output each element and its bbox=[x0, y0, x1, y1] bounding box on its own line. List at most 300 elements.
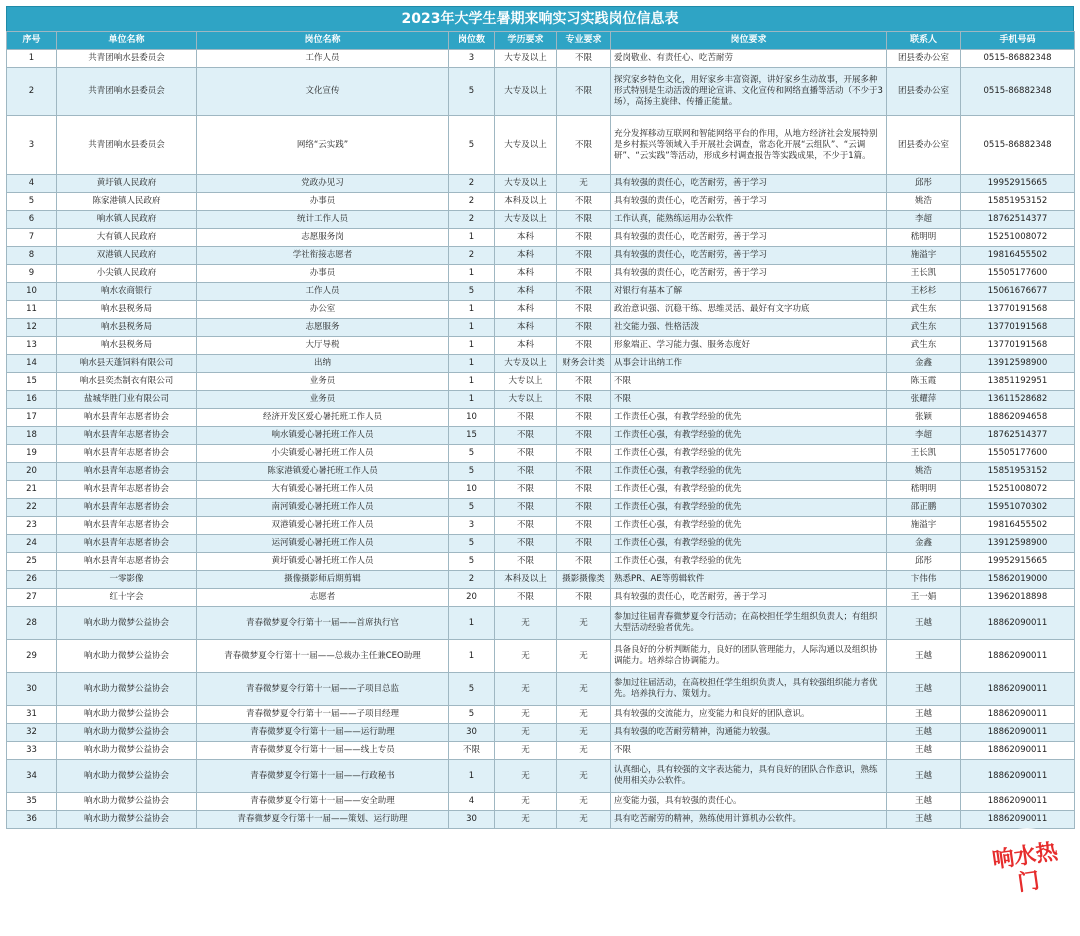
post-count: 5 bbox=[449, 445, 495, 463]
unit-name: 响水县青年志愿者协会 bbox=[57, 409, 197, 427]
row-number: 10 bbox=[7, 283, 57, 301]
unit-name: 响水县青年志愿者协会 bbox=[57, 427, 197, 445]
post-requirement: 认真细心，具有较强的文字表达能力，具有良好的团队合作意识，熟练使用相关办公软件。 bbox=[611, 760, 887, 793]
phone-number: 18862090011 bbox=[961, 607, 1075, 640]
post-requirement: 不限 bbox=[611, 742, 887, 760]
major-requirement: 不限 bbox=[557, 373, 611, 391]
phone-number: 18862090011 bbox=[961, 673, 1075, 706]
post-requirement: 熟悉PR、AE等剪辑软件 bbox=[611, 571, 887, 589]
post-name: 青春微梦夏令行第十一届——行政秘书 bbox=[197, 760, 449, 793]
education-requirement: 不限 bbox=[495, 463, 557, 481]
post-name: 志愿服务岗 bbox=[197, 229, 449, 247]
post-requirement: 工作责任心强，有教学经验的优先 bbox=[611, 499, 887, 517]
education-requirement: 大专及以上 bbox=[495, 211, 557, 229]
post-name: 文化宣传 bbox=[197, 68, 449, 116]
contact-person: 王杉杉 bbox=[887, 283, 961, 301]
post-count: 3 bbox=[449, 517, 495, 535]
table-row bbox=[7, 742, 1075, 760]
post-count: 1 bbox=[449, 391, 495, 409]
major-requirement: 财务会计类 bbox=[557, 355, 611, 373]
contact-person: 邱彤 bbox=[887, 175, 961, 193]
post-count: 5 bbox=[449, 706, 495, 724]
post-count: 5 bbox=[449, 673, 495, 706]
major-requirement: 不限 bbox=[557, 265, 611, 283]
post-requirement: 具有较强的责任心，吃苦耐劳，善于学习 bbox=[611, 589, 887, 607]
major-requirement: 无 bbox=[557, 640, 611, 673]
post-requirement: 具有较强的责任心，吃苦耐劳，善于学习 bbox=[611, 247, 887, 265]
table-row bbox=[7, 391, 1075, 409]
column-header: 岗位数 bbox=[449, 32, 495, 50]
post-requirement: 具备良好的分析判断能力，良好的团队管理能力，人际沟通以及组织协调能力。培养综合协调能力。 bbox=[611, 640, 887, 673]
major-requirement: 不限 bbox=[557, 68, 611, 116]
table-row bbox=[7, 301, 1075, 319]
table-row bbox=[7, 283, 1075, 301]
education-requirement: 本科 bbox=[495, 283, 557, 301]
post-requirement: 工作责任心强，有教学经验的优先 bbox=[611, 517, 887, 535]
unit-name: 响水助力微梦公益协会 bbox=[57, 706, 197, 724]
post-count: 不限 bbox=[449, 742, 495, 760]
post-count: 5 bbox=[449, 535, 495, 553]
post-requirement: 爱岗敬业、有责任心、吃苦耐劳 bbox=[611, 50, 887, 68]
post-name: 业务员 bbox=[197, 391, 449, 409]
row-number: 23 bbox=[7, 517, 57, 535]
unit-name: 红十字会 bbox=[57, 589, 197, 607]
post-count: 2 bbox=[449, 175, 495, 193]
row-number: 28 bbox=[7, 607, 57, 640]
row-number: 32 bbox=[7, 724, 57, 742]
major-requirement: 不限 bbox=[557, 211, 611, 229]
phone-number: 0515-86882348 bbox=[961, 116, 1075, 175]
table-row bbox=[7, 445, 1075, 463]
unit-name: 响水助力微梦公益协会 bbox=[57, 742, 197, 760]
contact-person: 施溢宇 bbox=[887, 247, 961, 265]
education-requirement: 本科及以上 bbox=[495, 193, 557, 211]
unit-name: 响水县税务局 bbox=[57, 319, 197, 337]
post-name: 党政办见习 bbox=[197, 175, 449, 193]
table-row bbox=[7, 373, 1075, 391]
contact-person: 王越 bbox=[887, 793, 961, 811]
row-number: 31 bbox=[7, 706, 57, 724]
post-name: 志愿者 bbox=[197, 589, 449, 607]
education-requirement: 本科 bbox=[495, 319, 557, 337]
row-number: 6 bbox=[7, 211, 57, 229]
table-row bbox=[7, 724, 1075, 742]
contact-person: 团县委办公室 bbox=[887, 116, 961, 175]
contact-person: 武生东 bbox=[887, 337, 961, 355]
unit-name: 响水镇人民政府 bbox=[57, 211, 197, 229]
contact-person: 武生东 bbox=[887, 301, 961, 319]
education-requirement: 不限 bbox=[495, 427, 557, 445]
contact-person: 张耀萍 bbox=[887, 391, 961, 409]
unit-name: 响水县青年志愿者协会 bbox=[57, 463, 197, 481]
post-requirement: 工作责任心强，有教学经验的优先 bbox=[611, 481, 887, 499]
education-requirement: 无 bbox=[495, 742, 557, 760]
unit-name: 双港镇人民政府 bbox=[57, 247, 197, 265]
row-number: 12 bbox=[7, 319, 57, 337]
post-count: 30 bbox=[449, 724, 495, 742]
post-count: 1 bbox=[449, 373, 495, 391]
contact-person: 姚浩 bbox=[887, 193, 961, 211]
post-name: 青春微梦夏令行第十一届——策划、运行助理 bbox=[197, 811, 449, 829]
education-requirement: 无 bbox=[495, 760, 557, 793]
post-requirement: 工作认真，能熟练运用办公软件 bbox=[611, 211, 887, 229]
post-count: 10 bbox=[449, 481, 495, 499]
post-requirement: 不限 bbox=[611, 373, 887, 391]
phone-number: 13912598900 bbox=[961, 535, 1075, 553]
post-count: 5 bbox=[449, 553, 495, 571]
unit-name: 响水县税务局 bbox=[57, 337, 197, 355]
major-requirement: 不限 bbox=[557, 499, 611, 517]
major-requirement: 不限 bbox=[557, 445, 611, 463]
post-requirement: 具有较强的责任心，吃苦耐劳，善于学习 bbox=[611, 229, 887, 247]
major-requirement: 不限 bbox=[557, 463, 611, 481]
post-name: 办事员 bbox=[197, 193, 449, 211]
major-requirement: 摄影摄像类 bbox=[557, 571, 611, 589]
post-requirement: 充分发挥移动互联网和智能网络平台的作用，从地方经济社会发展特别是乡村振兴等领域入手开展社会调查，常态化开展“云组队”、“云调研”、“云实践”等活动，形成乡村调查报告等实践成果，不少于1篇。 bbox=[611, 116, 887, 175]
phone-number: 19952915665 bbox=[961, 553, 1075, 571]
table-row bbox=[7, 607, 1075, 640]
post-name: 大有镇爱心暑托班工作人员 bbox=[197, 481, 449, 499]
education-requirement: 本科 bbox=[495, 229, 557, 247]
contact-person: 金鑫 bbox=[887, 355, 961, 373]
education-requirement: 不限 bbox=[495, 445, 557, 463]
post-name: 统计工作人员 bbox=[197, 211, 449, 229]
post-name: 大厅导税 bbox=[197, 337, 449, 355]
post-requirement: 对银行有基本了解 bbox=[611, 283, 887, 301]
table-row bbox=[7, 706, 1075, 724]
post-name: 陈家港镇爱心暑托班工作人员 bbox=[197, 463, 449, 481]
unit-name: 黄圩镇人民政府 bbox=[57, 175, 197, 193]
table-row bbox=[7, 463, 1075, 481]
post-name: 青春微梦夏令行第十一届——安全助理 bbox=[197, 793, 449, 811]
contact-person: 李超 bbox=[887, 427, 961, 445]
phone-number: 13770191568 bbox=[961, 301, 1075, 319]
table-row bbox=[7, 760, 1075, 793]
major-requirement: 不限 bbox=[557, 427, 611, 445]
table-row bbox=[7, 247, 1075, 265]
phone-number: 15061676677 bbox=[961, 283, 1075, 301]
education-requirement: 大专以上 bbox=[495, 373, 557, 391]
major-requirement: 不限 bbox=[557, 391, 611, 409]
row-number: 18 bbox=[7, 427, 57, 445]
major-requirement: 不限 bbox=[557, 337, 611, 355]
contact-person: 王越 bbox=[887, 607, 961, 640]
major-requirement: 无 bbox=[557, 673, 611, 706]
post-requirement: 参加过往届青春微梦夏令行活动；在高校担任学生组织负责人；有组织大型活动经验者优先。 bbox=[611, 607, 887, 640]
phone-number: 18862090011 bbox=[961, 811, 1075, 829]
table-row bbox=[7, 589, 1075, 607]
unit-name: 共青团响水县委员会 bbox=[57, 50, 197, 68]
post-name: 经济开发区爱心暑托班工作人员 bbox=[197, 409, 449, 427]
unit-name: 大有镇人民政府 bbox=[57, 229, 197, 247]
contact-person: 王长凯 bbox=[887, 445, 961, 463]
education-requirement: 不限 bbox=[495, 481, 557, 499]
job-table bbox=[6, 31, 1075, 829]
table-row bbox=[7, 811, 1075, 829]
table-row bbox=[7, 229, 1075, 247]
contact-person: 王越 bbox=[887, 742, 961, 760]
education-requirement: 无 bbox=[495, 640, 557, 673]
post-name: 响水镇爱心暑托班工作人员 bbox=[197, 427, 449, 445]
phone-number: 13962018898 bbox=[961, 589, 1075, 607]
unit-name: 响水农商银行 bbox=[57, 283, 197, 301]
phone-number: 19816455502 bbox=[961, 247, 1075, 265]
table-row bbox=[7, 571, 1075, 589]
post-count: 1 bbox=[449, 607, 495, 640]
education-requirement: 无 bbox=[495, 811, 557, 829]
row-number: 11 bbox=[7, 301, 57, 319]
post-count: 10 bbox=[449, 409, 495, 427]
contact-person: 李超 bbox=[887, 211, 961, 229]
post-count: 1 bbox=[449, 229, 495, 247]
row-number: 16 bbox=[7, 391, 57, 409]
post-requirement: 具有吃苦耐劳的精神，熟练使用计算机办公软件。 bbox=[611, 811, 887, 829]
phone-number: 0515-86882348 bbox=[961, 50, 1075, 68]
phone-number: 18862090011 bbox=[961, 793, 1075, 811]
row-number: 17 bbox=[7, 409, 57, 427]
table-row bbox=[7, 481, 1075, 499]
education-requirement: 不限 bbox=[495, 409, 557, 427]
phone-number: 15851953152 bbox=[961, 463, 1075, 481]
post-requirement: 具有较强的吃苦耐劳精神，沟通能力较强。 bbox=[611, 724, 887, 742]
post-count: 1 bbox=[449, 301, 495, 319]
table-row bbox=[7, 409, 1075, 427]
table-row bbox=[7, 517, 1075, 535]
post-requirement: 参加过往届活动，在高校担任学生组织负责人，具有较强组织能力者优先。培养执行力、策划力。 bbox=[611, 673, 887, 706]
post-count: 5 bbox=[449, 68, 495, 116]
post-count: 20 bbox=[449, 589, 495, 607]
phone-number: 18862090011 bbox=[961, 724, 1075, 742]
contact-person: 施溢宇 bbox=[887, 517, 961, 535]
post-name: 工作人员 bbox=[197, 283, 449, 301]
post-requirement: 应变能力强，具有较强的责任心。 bbox=[611, 793, 887, 811]
post-requirement: 工作责任心强，有教学经验的优先 bbox=[611, 535, 887, 553]
education-requirement: 大专及以上 bbox=[495, 355, 557, 373]
post-name: 青春微梦夏令行第十一届——子项目经理 bbox=[197, 706, 449, 724]
contact-person: 邵正鹏 bbox=[887, 499, 961, 517]
row-number: 24 bbox=[7, 535, 57, 553]
post-name: 青春微梦夏令行第十一届——子项目总监 bbox=[197, 673, 449, 706]
phone-number: 13770191568 bbox=[961, 319, 1075, 337]
unit-name: 响水县青年志愿者协会 bbox=[57, 445, 197, 463]
table-row bbox=[7, 427, 1075, 445]
major-requirement: 无 bbox=[557, 607, 611, 640]
row-number: 33 bbox=[7, 742, 57, 760]
contact-person: 王一娟 bbox=[887, 589, 961, 607]
education-requirement: 不限 bbox=[495, 517, 557, 535]
unit-name: 响水县青年志愿者协会 bbox=[57, 517, 197, 535]
post-count: 1 bbox=[449, 760, 495, 793]
table-body bbox=[7, 50, 1075, 829]
post-requirement: 形象端正、学习能力强、服务态度好 bbox=[611, 337, 887, 355]
major-requirement: 不限 bbox=[557, 481, 611, 499]
major-requirement: 无 bbox=[557, 706, 611, 724]
post-requirement: 工作责任心强，有教学经验的优先 bbox=[611, 463, 887, 481]
post-count: 5 bbox=[449, 116, 495, 175]
unit-name: 陈家港镇人民政府 bbox=[57, 193, 197, 211]
unit-name: 响水助力微梦公益协会 bbox=[57, 793, 197, 811]
major-requirement: 不限 bbox=[557, 116, 611, 175]
post-requirement: 工作责任心强，有教学经验的优先 bbox=[611, 445, 887, 463]
table-row bbox=[7, 175, 1075, 193]
major-requirement: 无 bbox=[557, 724, 611, 742]
contact-person: 嵇明明 bbox=[887, 481, 961, 499]
table-row bbox=[7, 50, 1075, 68]
education-requirement: 不限 bbox=[495, 553, 557, 571]
phone-number: 19952915665 bbox=[961, 175, 1075, 193]
phone-number: 15951070302 bbox=[961, 499, 1075, 517]
table-row bbox=[7, 337, 1075, 355]
education-requirement: 不限 bbox=[495, 589, 557, 607]
row-number: 13 bbox=[7, 337, 57, 355]
table-row bbox=[7, 193, 1075, 211]
education-requirement: 大专以上 bbox=[495, 391, 557, 409]
column-header: 单位名称 bbox=[57, 32, 197, 50]
phone-number: 18862090011 bbox=[961, 706, 1075, 724]
major-requirement: 不限 bbox=[557, 319, 611, 337]
contact-person: 王越 bbox=[887, 811, 961, 829]
post-name: 志愿服务 bbox=[197, 319, 449, 337]
phone-number: 18862090011 bbox=[961, 760, 1075, 793]
table-row bbox=[7, 499, 1075, 517]
education-requirement: 不限 bbox=[495, 499, 557, 517]
column-header: 序号 bbox=[7, 32, 57, 50]
phone-number: 15862019000 bbox=[961, 571, 1075, 589]
post-name: 摄像摄影师后期剪辑 bbox=[197, 571, 449, 589]
watermark-text: 响水热门 bbox=[990, 839, 1060, 897]
education-requirement: 无 bbox=[495, 724, 557, 742]
unit-name: 响水县天蓬饲料有限公司 bbox=[57, 355, 197, 373]
post-name: 青春微梦夏令行第十一届——线上专员 bbox=[197, 742, 449, 760]
row-number: 9 bbox=[7, 265, 57, 283]
education-requirement: 本科及以上 bbox=[495, 571, 557, 589]
post-requirement: 具有较强的责任心，吃苦耐劳，善于学习 bbox=[611, 265, 887, 283]
post-count: 2 bbox=[449, 211, 495, 229]
post-name: 黄圩镇爱心暑托班工作人员 bbox=[197, 553, 449, 571]
table-row bbox=[7, 535, 1075, 553]
post-name: 工作人员 bbox=[197, 50, 449, 68]
row-number: 35 bbox=[7, 793, 57, 811]
post-count: 2 bbox=[449, 571, 495, 589]
table-row bbox=[7, 265, 1075, 283]
column-header: 学历要求 bbox=[495, 32, 557, 50]
row-number: 15 bbox=[7, 373, 57, 391]
major-requirement: 不限 bbox=[557, 193, 611, 211]
unit-name: 响水助力微梦公益协会 bbox=[57, 673, 197, 706]
post-count: 2 bbox=[449, 247, 495, 265]
major-requirement: 不限 bbox=[557, 517, 611, 535]
row-number: 34 bbox=[7, 760, 57, 793]
major-requirement: 不限 bbox=[557, 589, 611, 607]
major-requirement: 无 bbox=[557, 175, 611, 193]
unit-name: 响水县青年志愿者协会 bbox=[57, 553, 197, 571]
post-count: 1 bbox=[449, 355, 495, 373]
major-requirement: 无 bbox=[557, 793, 611, 811]
phone-number: 0515-86882348 bbox=[961, 68, 1075, 116]
phone-number: 18862090011 bbox=[961, 742, 1075, 760]
phone-number: 13770191568 bbox=[961, 337, 1075, 355]
unit-name: 响水助力微梦公益协会 bbox=[57, 640, 197, 673]
contact-person: 团县委办公室 bbox=[887, 68, 961, 116]
contact-person: 张颖 bbox=[887, 409, 961, 427]
unit-name: 响水助力微梦公益协会 bbox=[57, 724, 197, 742]
column-header: 岗位要求 bbox=[611, 32, 887, 50]
education-requirement: 本科 bbox=[495, 337, 557, 355]
contact-person: 武生东 bbox=[887, 319, 961, 337]
table-row bbox=[7, 553, 1075, 571]
row-number: 26 bbox=[7, 571, 57, 589]
row-number: 25 bbox=[7, 553, 57, 571]
post-count: 1 bbox=[449, 640, 495, 673]
row-number: 21 bbox=[7, 481, 57, 499]
post-count: 3 bbox=[449, 50, 495, 68]
row-number: 4 bbox=[7, 175, 57, 193]
major-requirement: 不限 bbox=[557, 229, 611, 247]
contact-person: 金鑫 bbox=[887, 535, 961, 553]
contact-person: 王长凯 bbox=[887, 265, 961, 283]
post-name: 出纳 bbox=[197, 355, 449, 373]
post-count: 5 bbox=[449, 283, 495, 301]
phone-number: 13851192951 bbox=[961, 373, 1075, 391]
education-requirement: 无 bbox=[495, 607, 557, 640]
table-row bbox=[7, 355, 1075, 373]
row-number: 7 bbox=[7, 229, 57, 247]
post-name: 青春微梦夏令行第十一届——运行助理 bbox=[197, 724, 449, 742]
phone-number: 18762514377 bbox=[961, 211, 1075, 229]
education-requirement: 大专及以上 bbox=[495, 116, 557, 175]
post-name: 南河镇爱心暑托班工作人员 bbox=[197, 499, 449, 517]
post-name: 双港镇爱心暑托班工作人员 bbox=[197, 517, 449, 535]
post-name: 运河镇爱心暑托班工作人员 bbox=[197, 535, 449, 553]
unit-name: 小尖镇人民政府 bbox=[57, 265, 197, 283]
table-row bbox=[7, 640, 1075, 673]
post-requirement: 探究家乡特色文化，用好家乡丰富资源，讲好家乡生动故事，开展多种形式特别是生动活泼的理论宣讲、文化宣传和网络直播等活动（不少于3场），高扬主旋律、传播正能量。 bbox=[611, 68, 887, 116]
post-requirement: 工作责任心强，有教学经验的优先 bbox=[611, 409, 887, 427]
contact-person: 姚浩 bbox=[887, 463, 961, 481]
phone-number: 13912598900 bbox=[961, 355, 1075, 373]
post-requirement: 具有较强的责任心，吃苦耐劳，善于学习 bbox=[611, 193, 887, 211]
major-requirement: 不限 bbox=[557, 409, 611, 427]
row-number: 30 bbox=[7, 673, 57, 706]
post-requirement: 社交能力强、性格活泼 bbox=[611, 319, 887, 337]
contact-person: 邱彤 bbox=[887, 553, 961, 571]
phone-number: 15851953152 bbox=[961, 193, 1075, 211]
post-count: 1 bbox=[449, 265, 495, 283]
contact-person: 王越 bbox=[887, 760, 961, 793]
column-header: 专业要求 bbox=[557, 32, 611, 50]
row-number: 22 bbox=[7, 499, 57, 517]
row-number: 8 bbox=[7, 247, 57, 265]
phone-number: 19816455502 bbox=[961, 517, 1075, 535]
unit-name: 响水助力微梦公益协会 bbox=[57, 760, 197, 793]
education-requirement: 本科 bbox=[495, 265, 557, 283]
row-number: 19 bbox=[7, 445, 57, 463]
row-number: 36 bbox=[7, 811, 57, 829]
table-title: 2023年大学生暑期来响实习实践岗位信息表 bbox=[6, 6, 1074, 31]
table-row bbox=[7, 319, 1075, 337]
column-header: 手机号码 bbox=[961, 32, 1075, 50]
row-number: 1 bbox=[7, 50, 57, 68]
post-count: 2 bbox=[449, 193, 495, 211]
education-requirement: 不限 bbox=[495, 535, 557, 553]
unit-name: 一零影像 bbox=[57, 571, 197, 589]
education-requirement: 本科 bbox=[495, 247, 557, 265]
unit-name: 共青团响水县委员会 bbox=[57, 116, 197, 175]
unit-name: 响水助力微梦公益协会 bbox=[57, 607, 197, 640]
post-requirement: 不限 bbox=[611, 391, 887, 409]
major-requirement: 不限 bbox=[557, 535, 611, 553]
education-requirement: 大专及以上 bbox=[495, 175, 557, 193]
